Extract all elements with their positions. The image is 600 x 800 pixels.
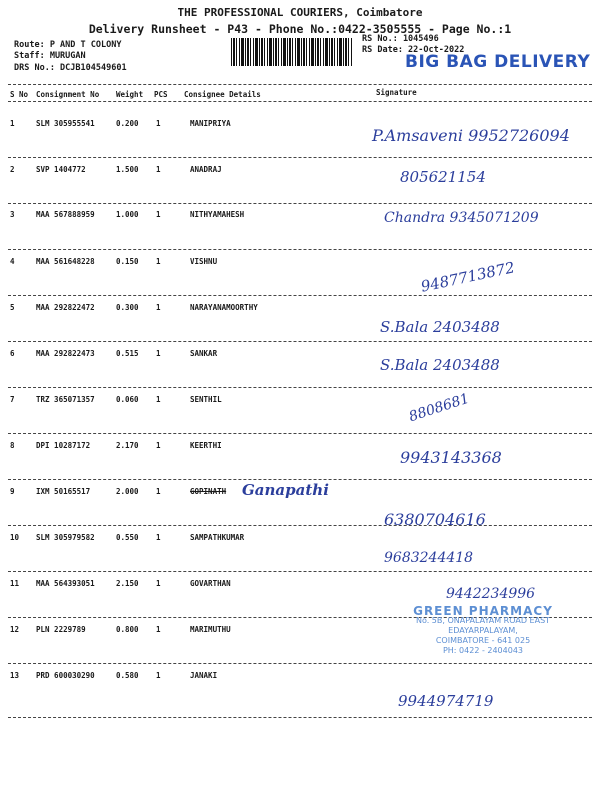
signature-2: 805621154 xyxy=(400,168,486,186)
table-row xyxy=(0,671,600,717)
row-pcs: 1 xyxy=(156,533,161,542)
runsheet-title: THE PROFESSIONAL COURIERS, Coimbatore xyxy=(177,6,423,19)
row-divider xyxy=(8,249,592,250)
row-consignee: JANAKI xyxy=(190,671,218,680)
row-consignment: MAA 561648228 xyxy=(36,257,95,266)
col-consignee: Consignee Details xyxy=(184,90,261,99)
row-sno: 2 xyxy=(10,165,15,174)
row-divider xyxy=(8,479,592,480)
signature-5: S.Bala 2403488 xyxy=(380,318,500,336)
row-pcs: 1 xyxy=(156,441,161,450)
pharmacy-address-line2: EDAYARPALAYAM, xyxy=(448,626,518,635)
route-label: Route: P AND T COLONY xyxy=(14,40,122,50)
row-weight: 0.200 xyxy=(116,119,139,128)
row-consignee: KEERTHI xyxy=(190,441,222,450)
row-sno: 13 xyxy=(10,671,20,680)
header-top-rule xyxy=(8,84,592,85)
row-weight: 0.580 xyxy=(116,671,139,680)
row-weight: 1.500 xyxy=(116,165,139,174)
col-pcs: PCS xyxy=(154,90,168,99)
barcode-image xyxy=(231,38,353,66)
pharmacy-address-line1: No. 5B, ONAPALAYAM ROAD EAST xyxy=(415,616,551,625)
row-consignment: MAA 292822472 xyxy=(36,303,95,312)
row-sno: 3 xyxy=(10,210,15,219)
row-consignment: PRD 600030290 xyxy=(36,671,95,680)
signature-1: P.Amsaveni 9952726094 xyxy=(372,126,570,145)
col-signature: Signature xyxy=(376,88,417,97)
row-divider xyxy=(8,387,592,388)
pharmacy-address-line3: COIMBATORE - 641 025 xyxy=(435,636,531,645)
col-sno: S No xyxy=(10,90,29,99)
row-consignee: SENTHIL xyxy=(190,395,222,404)
row-consignment: TRZ 365071357 xyxy=(36,395,95,404)
row-pcs: 1 xyxy=(156,210,161,219)
row-weight: 0.300 xyxy=(116,303,139,312)
table-row xyxy=(0,533,600,579)
row-consignment: DPI 10287172 xyxy=(36,441,91,450)
row-pcs: 1 xyxy=(156,395,161,404)
row-consignment: MAA 567888959 xyxy=(36,210,95,219)
row-consignee: SAMPATHKUMAR xyxy=(190,533,245,542)
handwritten-correction: Ganapathi xyxy=(242,481,329,499)
row-weight: 0.150 xyxy=(116,257,139,266)
row-weight: 2.000 xyxy=(116,487,139,496)
row-pcs: 1 xyxy=(156,579,161,588)
row-consignee: GOVARTHAN xyxy=(190,579,231,588)
row-weight: 0.550 xyxy=(116,533,139,542)
row-sno: 5 xyxy=(10,303,15,312)
row-consignee: NARAYANAMOORTHY xyxy=(190,303,258,312)
row-divider xyxy=(8,295,592,296)
row-divider xyxy=(8,203,592,204)
row-divider xyxy=(8,341,592,342)
signature-11: 9442234996 xyxy=(446,586,536,602)
row-weight: 2.150 xyxy=(116,579,139,588)
row-sno: 10 xyxy=(10,533,20,542)
signature-4: 9487713872 xyxy=(419,258,517,296)
row-weight: 0.515 xyxy=(116,349,139,358)
row-sno: 9 xyxy=(10,487,15,496)
table-row xyxy=(0,481,600,533)
row-pcs: 1 xyxy=(156,487,161,496)
row-consignment: IXM 50165517 xyxy=(36,487,91,496)
row-consignment: SVP 1404772 xyxy=(36,165,86,174)
row-pcs: 1 xyxy=(156,257,161,266)
row-divider xyxy=(8,433,592,434)
table-row xyxy=(0,349,600,395)
pharmacy-stamp xyxy=(378,606,588,656)
drs-number: DRS No.: DCJB104549601 xyxy=(14,63,127,73)
row-consignee: ANADRAJ xyxy=(190,165,222,174)
signature-8: 9943143368 xyxy=(400,448,502,467)
row-weight: 0.060 xyxy=(116,395,139,404)
row-consignee: NITHYAMAHESH xyxy=(190,210,245,219)
col-consignment: Consignment No xyxy=(36,90,100,99)
signature-3: Chandra 9345071209 xyxy=(384,210,539,226)
row-pcs: 1 xyxy=(156,165,161,174)
row-consignee: MARIMUTHU xyxy=(190,625,231,634)
table-row xyxy=(0,303,600,349)
row-pcs: 1 xyxy=(156,303,161,312)
table-row xyxy=(0,395,600,441)
signature-7: 8808681 xyxy=(407,390,472,426)
row-consignment: MAA 564393051 xyxy=(36,579,95,588)
row-weight: 1.000 xyxy=(116,210,139,219)
signature-9: 6380704616 xyxy=(384,510,486,529)
pharmacy-phone: PH: 0422 - 2404043 xyxy=(442,646,524,655)
big-bag-delivery-stamp: BIG BAG DELIVERY xyxy=(405,52,591,72)
row-sno: 4 xyxy=(10,257,15,266)
header-bottom-rule xyxy=(8,101,592,102)
pharmacy-name: GREEN PHARMACY xyxy=(413,604,553,618)
row-consignee: MANIPRIYA xyxy=(190,119,231,128)
row-consignee: SANKAR xyxy=(190,349,218,358)
row-pcs: 1 xyxy=(156,349,161,358)
row-pcs: 1 xyxy=(156,625,161,634)
row-consignment: MAA 292822473 xyxy=(36,349,95,358)
row-sno: 8 xyxy=(10,441,15,450)
row-sno: 1 xyxy=(10,119,15,128)
signature-10: 9683244418 xyxy=(384,550,474,566)
signature-6: S.Bala 2403488 xyxy=(380,356,500,374)
row-sno: 12 xyxy=(10,625,20,634)
row-consignment: SLM 305979582 xyxy=(36,533,95,542)
row-weight: 0.800 xyxy=(116,625,139,634)
rs-number: RS No.: 1045496 xyxy=(362,34,439,44)
row-divider xyxy=(8,717,592,718)
rs-date: RS Date: 22-Oct-2022 xyxy=(362,45,465,55)
row-pcs: 1 xyxy=(156,119,161,128)
row-consignee: GOPINATH xyxy=(190,487,227,496)
row-divider xyxy=(8,157,592,158)
row-pcs: 1 xyxy=(156,671,161,680)
col-weight: Weight xyxy=(116,90,144,99)
row-divider xyxy=(8,525,592,526)
table-row xyxy=(0,165,600,211)
row-divider xyxy=(8,571,592,572)
row-consignment: PLN 2229789 xyxy=(36,625,86,634)
row-consignment: SLM 305955541 xyxy=(36,119,95,128)
row-sno: 11 xyxy=(10,579,20,588)
staff-label: Staff: MURUGAN xyxy=(14,51,86,61)
row-consignee: VISHNU xyxy=(190,257,218,266)
row-sno: 6 xyxy=(10,349,15,358)
row-divider xyxy=(8,663,592,664)
runsheet-subtitle: Delivery Runsheet - P43 - Phone No.:0422-3505555 - Page No.:1 xyxy=(88,22,512,36)
signature-13: 9944974719 xyxy=(398,692,494,710)
row-sno: 7 xyxy=(10,395,15,404)
row-weight: 2.170 xyxy=(116,441,139,450)
